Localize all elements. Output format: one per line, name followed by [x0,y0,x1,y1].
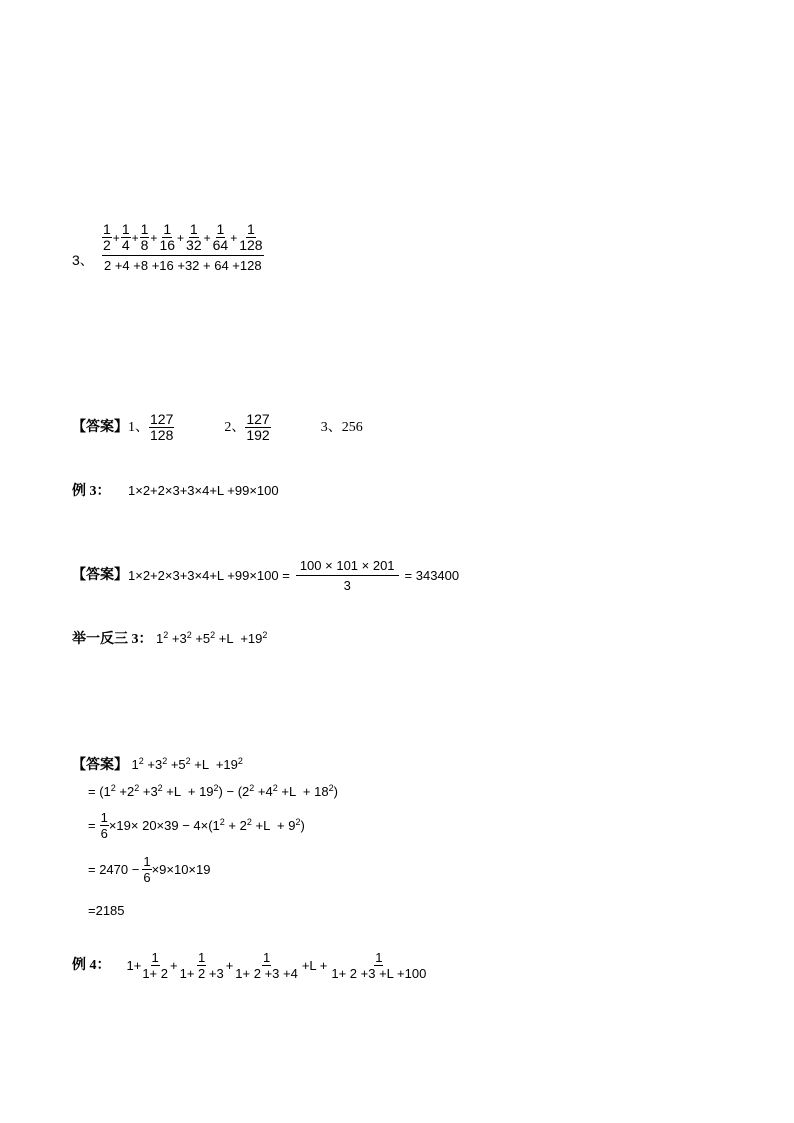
problem-3-term-denominator: 4 [121,237,130,253]
answer-1-denominator: 128 [150,427,174,443]
problem-3-main-fraction [102,222,264,274]
problem-3-term-numerator: 1 [103,221,111,237]
example-4-fraction-4 [330,950,427,981]
example-4-fraction-4-denominator: 1+ 2 +3 +L +100 [331,966,427,981]
example-4-fraction-1-numerator: 1 [151,950,159,965]
problem-3-plus-sign: + [177,230,185,245]
practice-3-expression: $1^2 +3^2 +5^2 +L +19^2$ [156,630,268,646]
problem-3-term-fraction [185,222,203,253]
example-4-label: 例 4： [72,957,111,973]
answer-2-fraction [245,412,270,443]
answer-label: 【答案】 [72,567,128,583]
problem-3-term-numerator: 1 [247,221,255,237]
example-4 [72,950,427,981]
problem-3-term-fraction [212,222,230,253]
problem-3-index: 3、 [72,252,94,268]
problem-3-term-numerator: 1 [189,221,198,237]
answer-2-index: 2、 [224,419,246,435]
problem-3-term-numerator: 1 [140,221,149,237]
example-4-fraction-2 [179,950,225,981]
answer-2-big-fraction [296,558,399,593]
answer-1-index: 1、 [128,419,149,435]
example-4-mid: +L + [301,957,328,973]
example-4-fraction-3-denominator: 1+ 2 +3 +4 [235,966,298,981]
answer-label: 【答案】 [72,419,128,435]
problem-3-plus-sign: + [131,230,139,245]
example-4-fraction-2-denominator: 1+ 2 +3 [179,966,224,981]
problem-3-plus-sign: + [150,230,158,245]
problem-3-numerator [102,222,264,256]
problem-3-term-fraction [238,222,263,253]
problem-3-term-numerator: 1 [121,221,130,237]
example-4-plus-1: + [170,957,178,973]
problem-3-plus-sign: + [112,230,120,245]
answer-1-numerator: 127 [150,411,174,427]
example-3-expression: 1×2+2×3+3×4+L +99×100 [128,483,279,498]
example-4-fraction-1 [141,950,169,981]
example-4-fraction-4-numerator: 1 [375,950,383,965]
answer-3-line-4-rest: ×9×10×19 [151,861,211,877]
problem-3-plus-sign: + [203,230,211,245]
answer-2-big-denominator: 3 [343,578,351,593]
problem-3-term-numerator: 1 [163,221,172,237]
problem-3-term-denominator: 8 [140,237,149,253]
problem-3-term-denominator: 2 [103,237,111,253]
answer-3-line-3-eq: = [88,817,96,833]
answer-block-1 [72,412,363,443]
answer-3-line-5: =2185 [88,903,125,918]
answer-block-3 [72,757,243,774]
answer-2-result: = 343400 [404,567,460,583]
answer-3-line-1: $1^2 +3^2 +5^2 +L +19^2$ [131,756,243,772]
problem-3-denominator: 2 +4 +8 +16 +32 + 64 +128 [103,258,262,273]
answer-3-value: 3、256 [320,419,363,435]
problem-3-term-fraction [121,222,131,253]
answer-2-expression: 1×2+2×3+3×4+L +99×100 = [128,567,290,583]
answer-3-line-3-fraction [100,810,109,841]
answer-1-fraction [149,412,174,443]
problem-3-term-denominator: 128 [239,237,263,253]
answer-3-line-4-pre: = 2470 − [88,861,140,877]
answer-3-line-3 [88,810,305,841]
problem-3-term-denominator: 64 [212,237,229,253]
practice-3 [72,631,267,648]
answer-2-big-numerator: 100 × 101 × 201 [296,558,399,576]
answer-3-line-4-numerator: 1 [143,854,151,869]
example-4-fraction-3-numerator: 1 [262,950,271,965]
answer-label: 【答案】 [72,758,128,773]
answer-2-denominator: 192 [246,427,270,443]
example-4-fraction-2-numerator: 1 [198,950,206,965]
answer-3-line-3-numerator: 1 [100,810,108,825]
problem-3-term-denominator: 16 [159,237,176,253]
answer-block-2 [72,558,459,593]
answer-3-line-3-denominator: 6 [100,826,108,841]
answer-3-line-3-rest: $\times 19\times 20\times 39 - 4\times(1^2 + 2^2 +L + 9^2)$ [108,816,305,833]
problem-3-term-numerator: 1 [216,221,225,237]
problem-3-term-fraction [140,222,150,253]
answer-3-line-4-fraction [142,854,151,885]
answer-3-line-4 [88,854,211,885]
answer-2-numerator: 127 [246,411,270,427]
example-3-label: 例 3： [72,484,111,499]
practice-3-label: 举一反三 3： [72,632,153,647]
answer-3-line-2: = $(1^2 +2^2 +3^2 +L + 19^2) - (2^2 +4^2 +L + 18^2)$ [88,783,338,799]
problem-3-term-fraction [102,222,112,253]
problem-3-term-denominator: 32 [186,237,202,253]
example-3 [72,483,279,500]
problem-3-term-fraction [158,222,176,253]
example-4-plus-2: + [225,957,234,973]
example-4-lead: 1+ [126,957,142,973]
answer-3-line-4-denominator: 6 [143,870,151,885]
example-4-fraction-1-denominator: 1+ 2 [142,966,168,981]
example-4-fraction-3 [234,950,299,981]
problem-3-plus-sign: + [230,230,238,245]
